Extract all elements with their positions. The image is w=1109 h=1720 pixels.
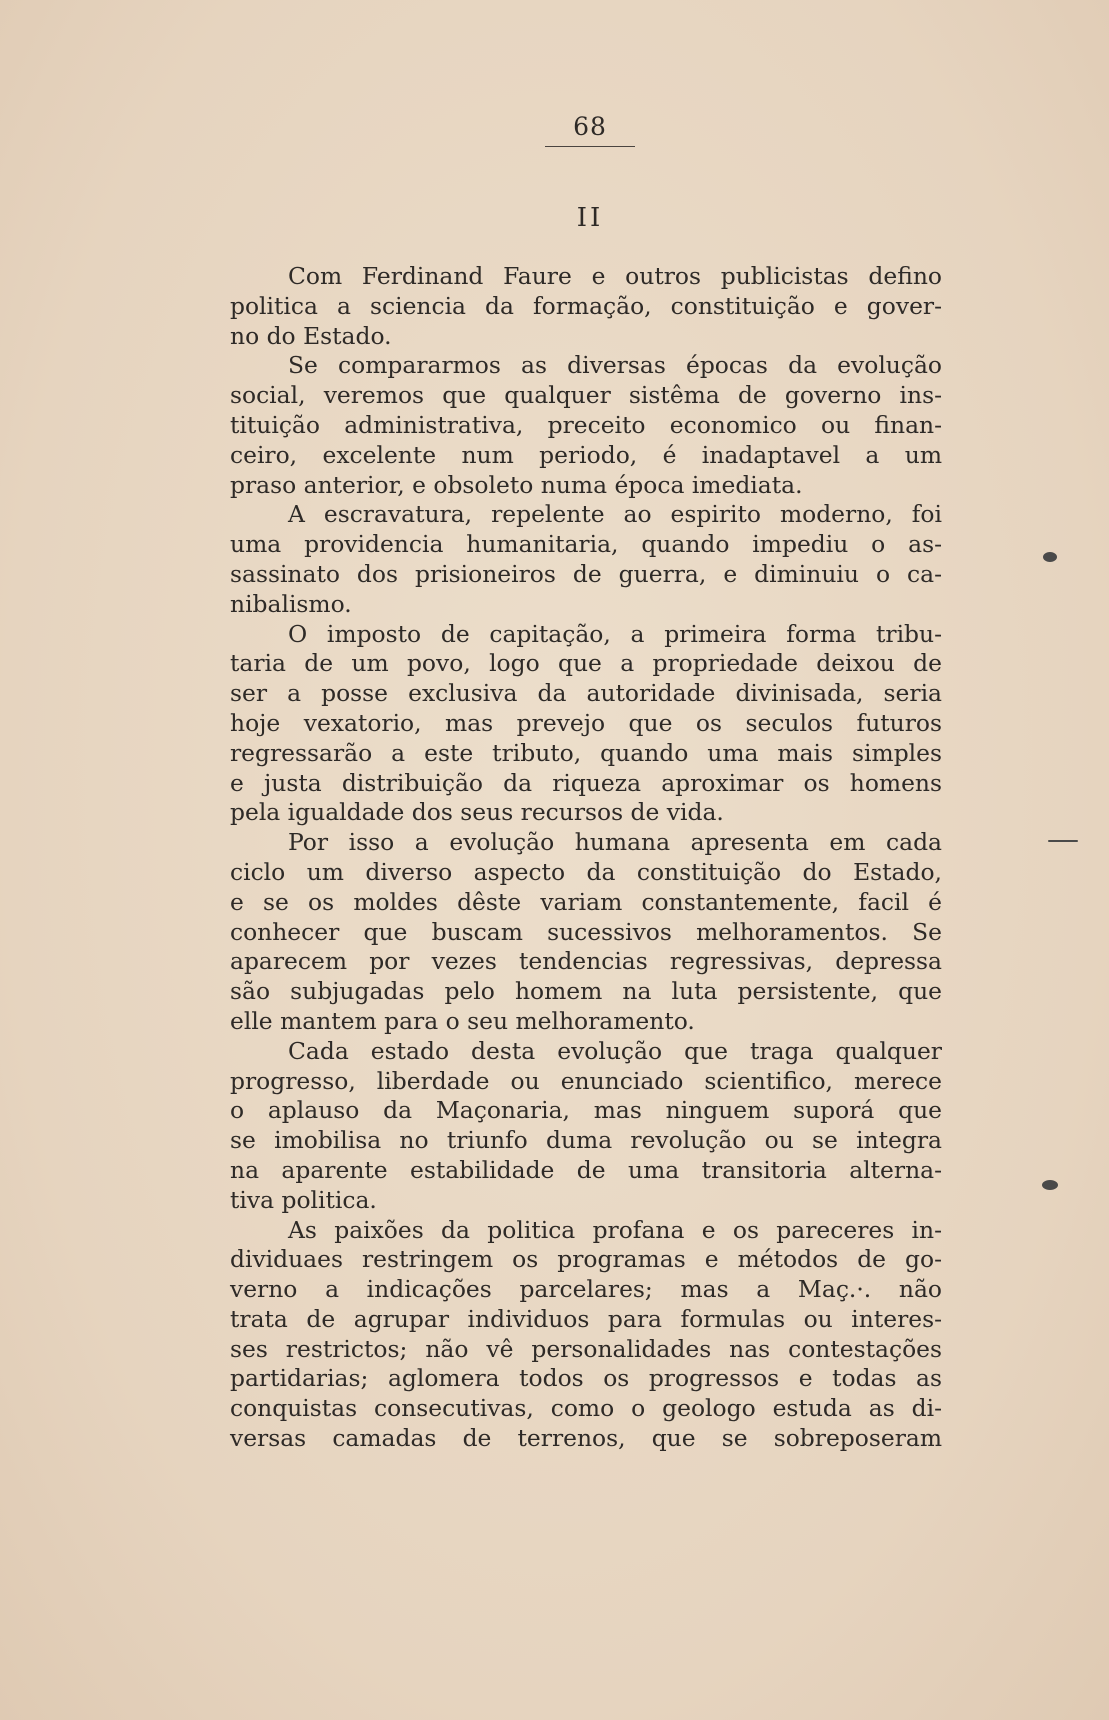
page-number: 68: [573, 112, 607, 141]
text-line: Se compararmos as diversas épocas da evolução: [288, 351, 942, 380]
text-line: são subjugadas pelo homem na luta persistente, que: [230, 977, 942, 1006]
text-line: trata de agrupar individuos para formulas ou interes-: [230, 1304, 942, 1333]
margin-mark: [1048, 840, 1078, 842]
text-line: Por isso a evolução humana apresenta em cada: [288, 828, 942, 857]
section-heading: II: [576, 203, 604, 233]
text-line: versas camadas de terrenos, que se sobreposeram: [230, 1424, 942, 1453]
text-line: tiva politica.: [230, 1185, 377, 1214]
text-line: social, veremos que qualquer sistêma de governo ins-: [230, 381, 942, 410]
text-line: A escravatura, repelente ao espirito moderno, foi: [288, 500, 942, 529]
text-line: sassinato dos prisioneiros de guerra, e diminuiu o ca-: [230, 559, 942, 588]
text-line: se imobilisa no triunfo duma revolução ou se integra: [230, 1126, 942, 1155]
text-line: pela igualdade dos seus recursos de vida.: [230, 798, 724, 827]
text-line: e se os moldes dêste variam constantemente, facil é: [230, 887, 942, 916]
text-line: e justa distribuição da riqueza aproximar os homens: [230, 768, 942, 797]
text-line: ser a posse exclusiva da autoridade divinisada, seria: [230, 679, 942, 708]
text-line: taria de um povo, logo que a propriedade deixou de: [230, 649, 942, 678]
text-line: o aplauso da Maçonaria, mas ninguem suporá que: [230, 1096, 942, 1125]
text-line: regressarão a este tributo, quando uma mais simples: [230, 738, 942, 767]
text-line: ceiro, excelente num periodo, é inadaptavel a um: [230, 440, 942, 469]
text-line: progresso, liberdade ou enunciado scientifico, merece: [230, 1066, 942, 1095]
text-line: ciclo um diverso aspecto da constituição do Estado,: [230, 857, 942, 886]
text-line: uma providencia humanitaria, quando impediu o as-: [230, 530, 942, 559]
text-line: hoje vexatorio, mas prevejo que os seculos futuros: [230, 708, 942, 737]
text-line: elle mantem para o seu melhoramento.: [230, 1006, 695, 1035]
text-line: tituição administrativa, preceito economico ou finan-: [230, 410, 942, 439]
text-line: dividuaes restringem os programas e métodos de go-: [230, 1245, 942, 1274]
text-line: Cada estado desta evolução que traga qualquer: [288, 1036, 942, 1065]
body-text: [230, 262, 942, 1454]
text-line: verno a indicações parcelares; mas a Maç.·. não: [230, 1275, 942, 1304]
text-line: partidarias; aglomera todos os progressos e todas as: [230, 1364, 942, 1393]
text-line: ses restrictos; não vê personalidades nas contestações: [230, 1334, 942, 1363]
page-number-rule: [545, 146, 635, 147]
text-line: no do Estado.: [230, 321, 392, 350]
margin-mark: [1043, 552, 1057, 562]
text-line: conhecer que buscam sucessivos melhoramentos. Se: [230, 917, 942, 946]
text-line: O imposto de capitação, a primeira forma tribu-: [288, 619, 942, 648]
margin-mark: [1042, 1180, 1058, 1190]
text-line: politica a sciencia da formação, constituição e gover-: [230, 291, 942, 320]
text-line: As paixões da politica profana e os pareceres in-: [288, 1215, 942, 1244]
text-line: nibalismo.: [230, 589, 352, 618]
text-line: Com Ferdinand Faure e outros publicistas defino: [288, 262, 942, 290]
text-line: praso anterior, e obsoleto numa época imediata.: [230, 470, 803, 499]
text-line: conquistas consecutivas, como o geologo estuda as di-: [230, 1394, 942, 1423]
text-line: aparecem por vezes tendencias regressivas, depressa: [230, 947, 942, 976]
text-line: na aparente estabilidade de uma transitoria alterna-: [230, 1155, 942, 1184]
